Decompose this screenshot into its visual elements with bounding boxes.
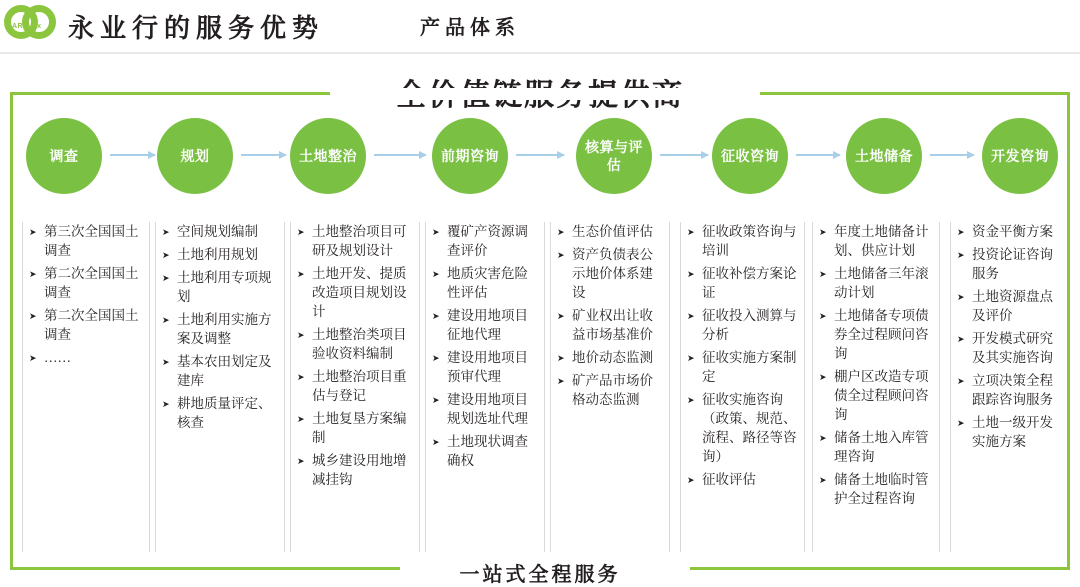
list-item: ➤ 城乡建设用地增减挂钩 [297,451,413,489]
list-item: ➤ 基本农田划定及建库 [162,352,278,390]
list-item: ➤ 立项决策全程跟踪咨询服务 [957,371,1062,409]
list-item: ➤ 地质灾害危险性评估 [432,264,538,302]
list-item: ➤ 棚户区改造专项债全过程顾问咨询 [819,367,933,424]
stage-column-7 [950,222,1068,552]
frame-notch-top [330,88,760,100]
list-item: ➤ 征收评估 [687,470,798,489]
list-item: ➤ 建设用地项目征地代理 [432,306,538,344]
flow-arrow-1 [241,154,286,156]
list-item: ➤ 土地现状调查确权 [432,432,538,470]
footer-title: 一站式全程服务 [459,564,621,586]
list-item: ➤ 矿业权出让收益市场基准价 [557,306,663,344]
list-item: ➤ 土地整治类项目验收资料编制 [297,325,413,363]
flow-arrow-5 [796,154,840,156]
stage-column-6 [812,222,940,552]
list-item: ➤ 储备土地临时管护全过程咨询 [819,470,933,508]
stage-circle-5[interactable]: 征收咨询 [712,118,788,194]
stage-circle-row [0,118,1080,198]
list-item: ➤ 土地储备专项债券全过程顾问咨询 [819,306,933,363]
stage-column-3 [425,222,545,552]
stage-item-list-7 [957,222,1062,451]
stage-item-list-5 [687,222,798,489]
stage-column-2 [290,222,420,552]
list-item: ➤ 年度土地储备计划、供应计划 [819,222,933,260]
header-title-sub: 产品体系 [420,17,520,39]
stage-item-list-3 [432,222,538,470]
list-item: ➤ 矿产品市场价格动态监测 [557,371,663,409]
stage-circle-1[interactable]: 规划 [157,118,233,194]
list-item: ➤ 覆矿产资源调查评价 [432,222,538,260]
list-item: ➤ 土地利用实施方案及调整 [162,310,278,348]
list-item: ➤ 开发模式研究及其实施咨询 [957,329,1062,367]
list-item: ➤ 土地储备三年滚动计划 [819,264,933,302]
logo-circle-right-icon [22,5,56,39]
list-item: ➤ 建设用地项目预审代理 [432,348,538,386]
list-item: ➤ 土地整治项目重估与登记 [297,367,413,405]
stage-circle-4[interactable]: 核算与评估 [576,118,652,194]
list-item: ➤ 耕地质量评定、核查 [162,394,278,432]
list-item: ➤ 土地资源盘点及评价 [957,287,1062,325]
list-item: ➤ 征收投入测算与分析 [687,306,798,344]
header-title-main: 永业行的服务优势 [68,13,325,43]
list-item: ➤ 生态价值评估 [557,222,663,241]
stage-item-list-6 [819,222,933,508]
list-item: ➤ …… [29,348,143,367]
list-item: ➤ 建设用地项目规划选址代理 [432,390,538,428]
list-item: ➤ 资产负债表公示地价体系建设 [557,245,663,302]
stage-item-list-4 [557,222,663,409]
stage-column-5 [680,222,805,552]
stage-circle-6[interactable]: 土地储备 [846,118,922,194]
list-item: ➤ 土地复垦方案编制 [297,409,413,447]
list-item: ➤ 土地利用专项规划 [162,268,278,306]
list-item: ➤ 征收政策咨询与培训 [687,222,798,260]
list-item: ➤ 征收实施咨询（政策、规范、流程、路径等咨询） [687,390,798,466]
stage-column-4 [550,222,670,552]
flow-arrow-2 [374,154,426,156]
list-item: ➤ 储备土地入库管理咨询 [819,428,933,466]
logo-text: ART six [12,23,42,30]
list-item: ➤ 征收补偿方案论证 [687,264,798,302]
list-item: ➤ 地价动态监测 [557,348,663,367]
flow-arrow-0 [110,154,155,156]
page-header [0,0,1080,52]
stage-circle-2[interactable]: 土地整治 [290,118,366,194]
flow-arrow-3 [516,154,564,156]
stage-item-list-1 [162,222,278,432]
header-divider [0,52,1080,54]
list-item: ➤ 征收实施方案制定 [687,348,798,386]
list-item: ➤ 第三次全国国土调查 [29,222,143,260]
flow-arrow-4 [660,154,708,156]
list-item: ➤ 第二次全国国土调查 [29,306,143,344]
list-item: ➤ 土地整治项目可研及规划设计 [297,222,413,260]
list-item: ➤ 第二次全国国土调查 [29,264,143,302]
list-item: ➤ 土地开发、提质改造项目规划设计 [297,264,413,321]
flow-arrow-6 [930,154,974,156]
stage-circle-0[interactable]: 调查 [26,118,102,194]
list-item: ➤ 土地一级开发实施方案 [957,413,1062,451]
stage-circle-7[interactable]: 开发咨询 [982,118,1058,194]
stage-column-1 [155,222,285,552]
list-item: ➤ 空间规划编制 [162,222,278,241]
list-item: ➤ 投资论证咨询服务 [957,245,1062,283]
stage-circle-3[interactable]: 前期咨询 [432,118,508,194]
list-item: ➤ 资金平衡方案 [957,222,1062,241]
stage-detail-columns [0,222,1080,552]
list-item: ➤ 土地利用规划 [162,245,278,264]
stage-item-list-2 [297,222,413,489]
company-logo [4,2,60,46]
stage-column-0 [22,222,150,552]
stage-item-list-0 [29,222,143,367]
